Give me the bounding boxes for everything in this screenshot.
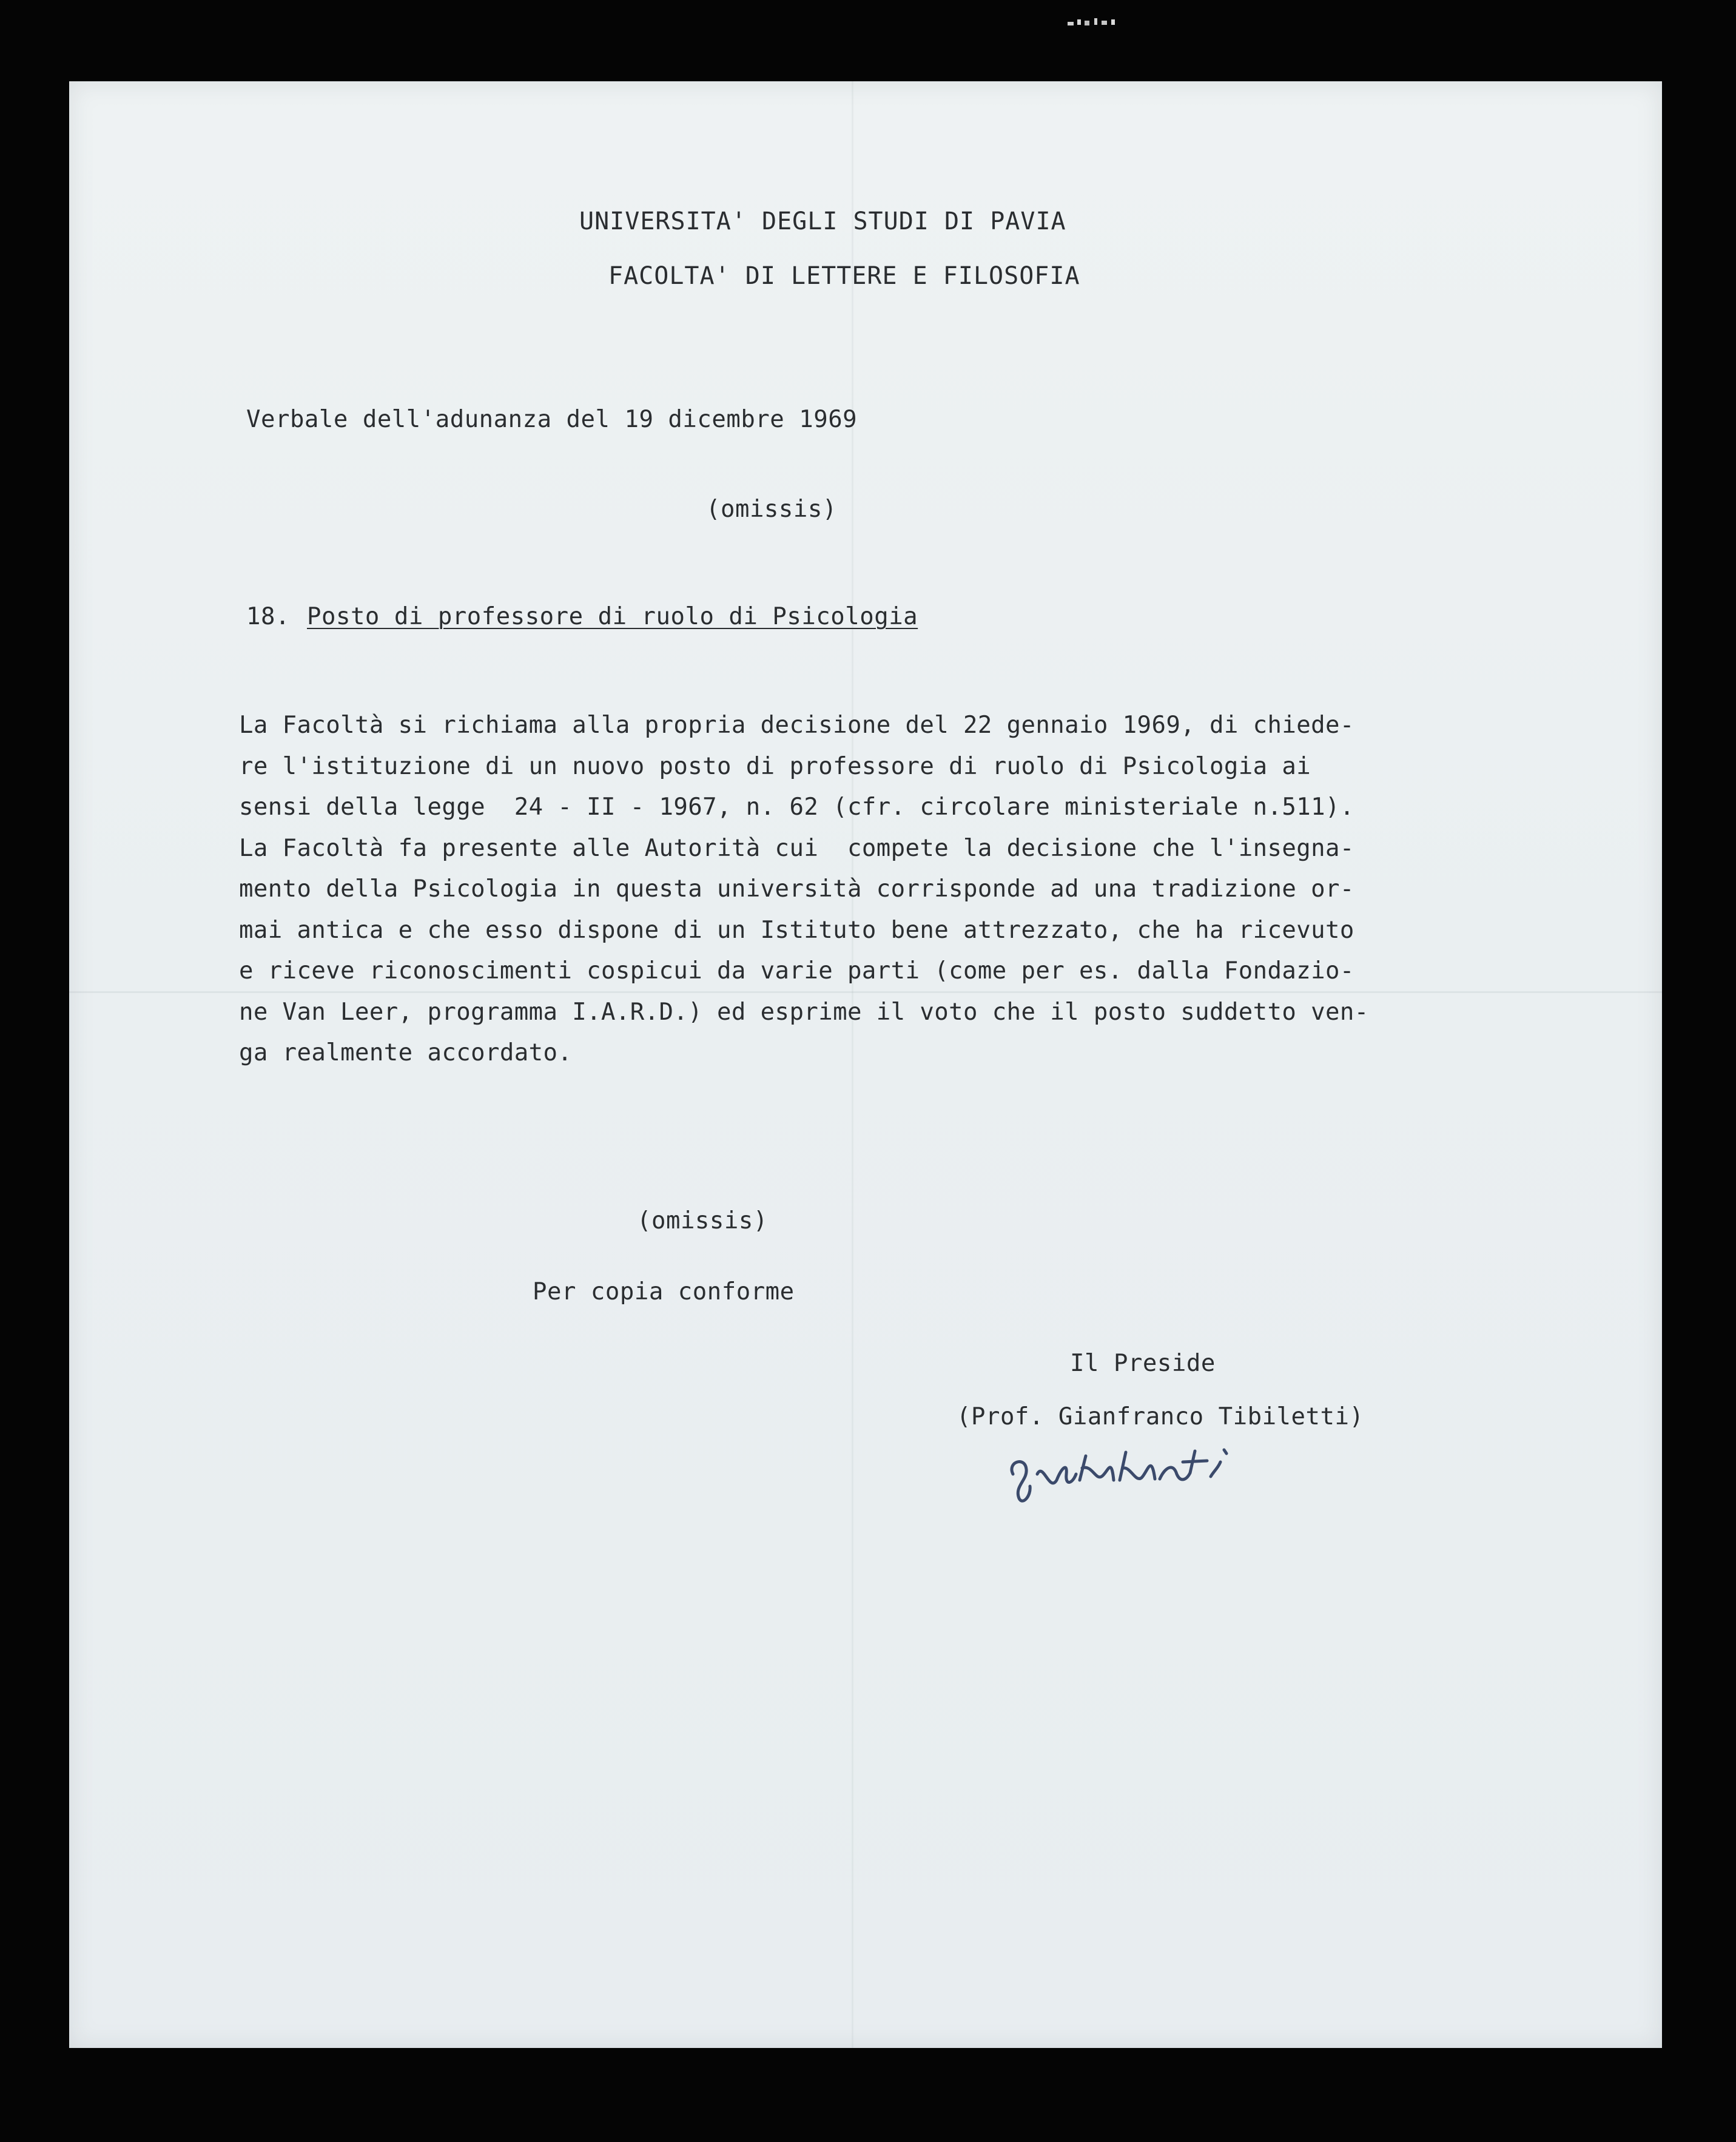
body-line: La Facoltà fa presente alle Autorità cui compete la decisione che l'insegna- <box>239 834 1354 862</box>
certification-line: Per copia conforme <box>533 1278 795 1305</box>
faculty-heading: FACOLTA' DI LETTERE E FILOSOFIA <box>608 262 1080 290</box>
body-line: mento della Psicologia in questa università corrisponde ad una tradizione or- <box>239 875 1354 903</box>
item-number: 18. <box>246 603 290 630</box>
body-line: ga realmente accordato. <box>239 1039 573 1066</box>
minutes-body <box>239 705 1489 1074</box>
minutes-title: Verbale dell'adunanza del 19 dicembre 1969 <box>246 406 858 433</box>
university-heading: UNIVERSITA' DEGLI STUDI DI PAVIA <box>579 207 1066 235</box>
omissis-bottom: (omissis) <box>637 1207 768 1234</box>
item-title: Posto di professore di ruolo di Psicologia <box>307 603 918 630</box>
omissis-top: (omissis) <box>706 496 837 523</box>
body-line: re l'istituzione di un nuovo posto di professore di ruolo di Psicologia ai <box>239 752 1311 780</box>
body-line: La Facoltà si richiama alla propria decisione del 22 gennaio 1969, di chiede- <box>239 712 1354 739</box>
body-line: sensi della legge 24 - II - 1967, n. 62 (cfr. circolare ministeriale n.511). <box>239 793 1354 821</box>
handwritten-signature <box>1001 1438 1231 1511</box>
body-line: mai antica e che esso dispone di un Istituto bene attrezzato, che ha ricevuto <box>239 916 1354 944</box>
body-line: e riceve riconoscimenti cospicui da varie parti (come per es. dalla Fondazio- <box>239 957 1354 985</box>
body-line: ne Van Leer, programma I.A.R.D.) ed esprime il voto che il posto suddetto ven- <box>239 998 1369 1026</box>
signatory-name: (Prof. Gianfranco Tibiletti) <box>957 1403 1364 1430</box>
signatory-role: Il Preside <box>1070 1350 1216 1377</box>
scan-mark <box>1068 13 1134 28</box>
